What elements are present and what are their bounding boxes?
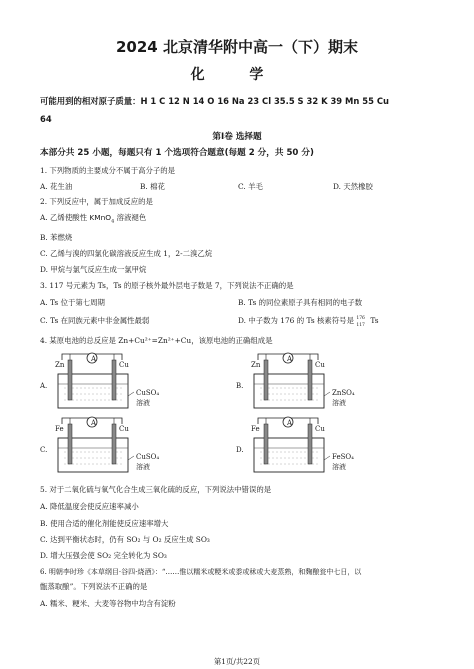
atomic-masses-line1: 可能用到的相对原子质量：H 1 C 12 N 14 O 16 Na 23 Cl 35.5 S 32 K 39 Mn 55 Cu	[40, 96, 389, 106]
q4-cell-d	[248, 416, 378, 476]
atomic-number: 117	[356, 323, 365, 328]
mass-number: 176	[356, 316, 365, 321]
atomic-masses-line2: 64	[40, 114, 52, 124]
q4-cell-b	[248, 352, 378, 412]
q5-option-a: A. 降低温度会使反应速率减小	[40, 502, 139, 511]
q4-cell-a-solution: CuSO₄	[136, 389, 160, 397]
q1-stem: 1. 下列物质的主要成分不属于高分子的是	[40, 166, 176, 175]
q2-option-b: B. 苯燃烧	[40, 233, 73, 242]
q4-option-d-letter: D.	[236, 446, 244, 454]
q4-option-b-letter: B.	[236, 382, 244, 390]
q5-stem: 5. 对于二氧化硫与氧气化合生成三氧化硫的反应，下列说法中错误的是	[40, 485, 272, 494]
q4-cell-b-solution-label: 溶液	[332, 399, 346, 407]
q5-option-b: B. 使用合适的催化剂能使反应速率增大	[40, 519, 169, 528]
q6-stem-line2: 甑蒸取酿”。下列说法不正确的是	[40, 582, 148, 591]
q3-option-b: B. Ts 的同位素原子具有相同的电子数	[238, 298, 363, 307]
nuclide-symbol: Ts	[370, 316, 379, 325]
q4-cell-c	[52, 416, 182, 476]
q4-cell-b-solution: ZnSO₄	[332, 389, 355, 397]
q3-stem: 3. 117 号元素为 Ts，Ts 的原子核外最外层电子数是 7，下列说法不正确的是	[40, 281, 294, 290]
q5-option-d: D. 增大压强会使 SO₂ 完全转化为 SO₃	[40, 551, 167, 560]
q4-cell-d-ammeter: A	[287, 419, 293, 427]
nuclide-scripts	[356, 316, 370, 326]
q4-cell-a-left-electrode: Zn	[55, 361, 65, 369]
q4-cell-c-right-electrode: Cu	[119, 425, 129, 433]
exam-title: 2024 北京清华附中高一（下）期末	[116, 38, 358, 56]
q4-cell-c-left-electrode: Fe	[55, 425, 64, 433]
q4-cell-d-left-electrode: Fe	[251, 425, 260, 433]
q2-option-c: C. 乙烯与溴的四氯化碳溶液反应生成 1，2-二溴乙烷	[40, 249, 213, 258]
q6-option-a: A. 糯米、粳米、大麦等谷物中均含有淀粉	[40, 599, 176, 608]
q1-option-c: C. 羊毛	[238, 182, 263, 191]
q4-cell-c-ammeter: A	[91, 419, 97, 427]
q4-cell-a-right-electrode: Cu	[119, 361, 129, 369]
q2-option-d: D. 甲烷与氯气反应生成一氯甲烷	[40, 265, 147, 274]
q2-option-a-sub: 4	[111, 218, 115, 225]
q4-cell-d-right-electrode: Cu	[315, 425, 325, 433]
atomic-masses	[40, 92, 440, 128]
q6-stem-line1: 6. 明朝李时珍《本草纲目·谷四·烧酒》：“……惟以糯米或粳米或黍或秫或大麦蒸熟，和麴酿瓮中七日，以	[40, 568, 362, 576]
subject-title: 化 学	[190, 67, 284, 83]
q4-cell-d-solution: FeSO₄	[332, 453, 354, 461]
q1-option-b: B. 棉花	[140, 182, 165, 191]
q1-option-d: D. 天然橡胶	[333, 182, 373, 191]
q2-option-a-text: A. 乙烯使酸性	[40, 213, 87, 222]
q4-cell-c-solution-label: 溶液	[136, 463, 150, 471]
q2-option-a-post: 溶液褪色	[116, 213, 147, 222]
q4-cell-b-right-electrode: Cu	[315, 361, 325, 369]
q4-option-a-letter: A.	[40, 382, 48, 390]
q4-cell-b-ammeter: A	[287, 355, 293, 363]
q4-cell-d-solution-label: 溶液	[332, 463, 346, 471]
q2-option-a-formula: KMnO	[89, 213, 112, 222]
q4-cell-a	[52, 352, 182, 412]
q3-option-d-text: D. 中子数为 176 的 Ts 核素符号是	[238, 316, 354, 325]
section-note: 本部分共 25 小题，每题只有 1 个选项符合题意(每题 2 分，共 50 分)	[40, 148, 314, 158]
q2-option-a	[40, 213, 146, 226]
section-title: 第Ⅰ卷 选择题	[212, 132, 262, 142]
q3-option-a: A. Ts 位于第七周期	[40, 298, 105, 307]
q4-stem: 4. 某原电池的总反应是 Zn+Cu²⁺=Zn²⁺+Cu，该原电池的正确组成是	[40, 336, 273, 345]
q3-option-d	[238, 316, 379, 326]
q4-cell-c-solution: CuSO₄	[136, 453, 160, 461]
q4-cell-a-ammeter: A	[91, 355, 97, 363]
q1-option-a: A. 花生油	[40, 182, 73, 191]
q4-cell-a-solution-label: 溶液	[136, 399, 150, 407]
q4-option-c-letter: C.	[40, 446, 48, 454]
q4-cell-b-left-electrode: Zn	[251, 361, 261, 369]
q3-option-c: C. Ts 在同族元素中非金属性最弱	[40, 316, 150, 325]
q2-stem: 2. 下列反应中，属于加成反应的是	[40, 197, 153, 206]
q5-option-c: C. 达到平衡状态时，仍有 SO₂ 与 O₂ 反应生成 SO₃	[40, 535, 210, 544]
page-footer: 第1页/共22页	[213, 657, 261, 666]
